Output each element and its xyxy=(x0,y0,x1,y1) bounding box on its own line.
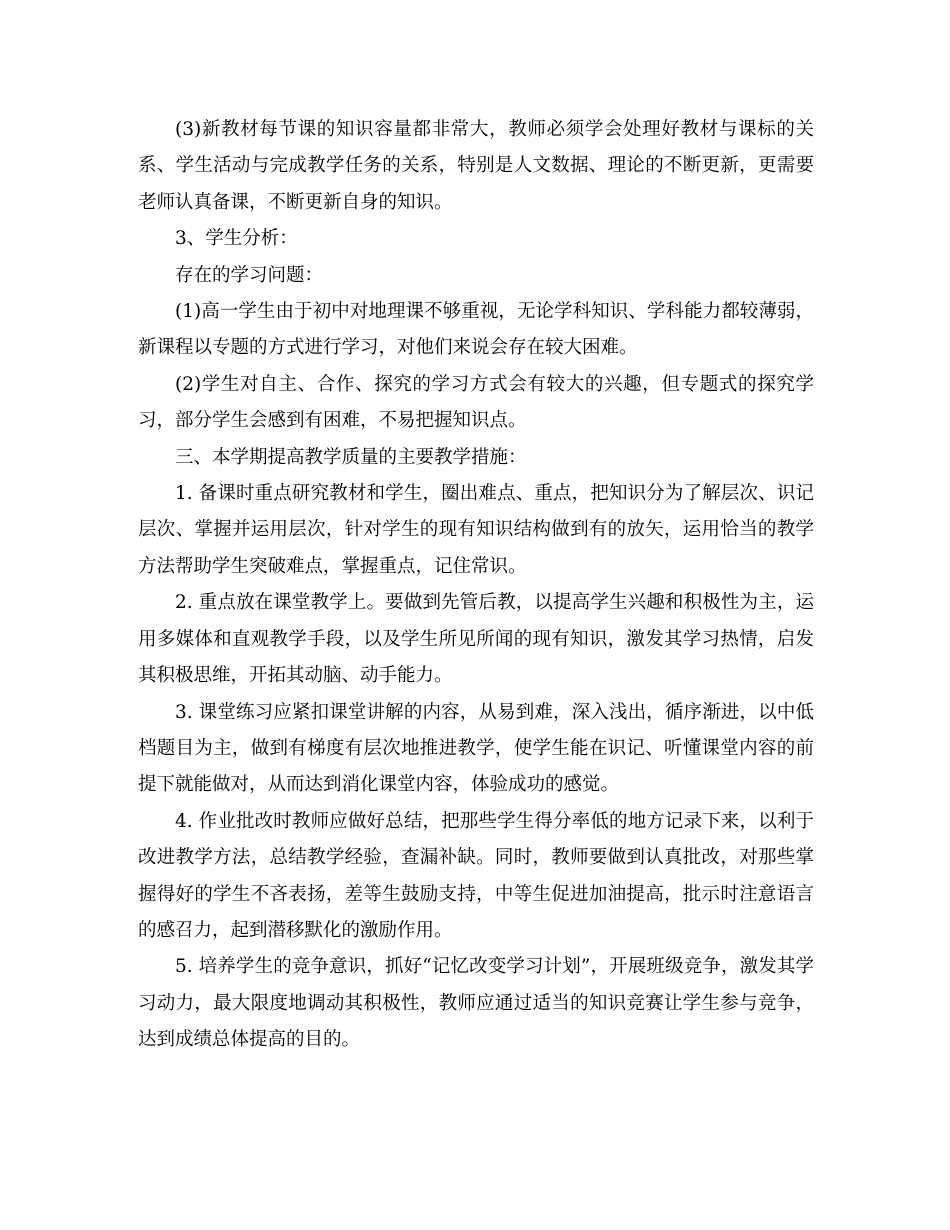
paragraph-measure-2: 2. 重点放在课堂教学上。要做到先管后教，以提高学生兴趣和积极性为主，运用多媒体和直观教学手段，以及学生所见所闻的现有知识，激发其学习热情，启发其积极思维，开拓其动脑、动手能力。 xyxy=(138,592,814,687)
heading-learning-problems: 存在的学习问题： xyxy=(175,264,324,286)
paragraph-problem-2: (2)学生对自主、合作、探究的学习方式会有较大的兴趣，但专题式的探究学习，部分学生会感到有困难，不易把握知识点。 xyxy=(138,373,814,432)
paragraph-problem-1: (1)高一学生由于初中对地理课不够重视，无论学科知识、学科能力都较薄弱，新课程以专题的方式进行学习，对他们来说会存在较大困难。 xyxy=(138,301,814,359)
paragraph-measure-1: 1. 备课时重点研究教材和学生，圈出难点、重点，把知识分为了解层次、识记层次、掌握并运用层次，针对学生的现有知识结构做到有的放矢，运用恰当的教学方法帮助学生突破难点，掌握重点，记住常识。 xyxy=(138,483,814,577)
heading-teaching-measures: 三、本学期提高教学质量的主要教学措施： xyxy=(175,446,527,468)
heading-student-analysis: 3、学生分析： xyxy=(175,228,298,250)
paragraph-measure-4: 4. 作业批改时教师应做好总结，把那些学生得分率低的地方记录下来，以利于改进教学方法，总结教学经验，查漏补缺。同时，教师要做到认真批改，对那些掌握得好的学生不吝表扬，差等生鼓励支持，中等生促进加油提高，批示时注意语言的感召力，起到潜移默化的激励作用。 xyxy=(138,810,814,941)
document-body xyxy=(138,112,814,1059)
paragraph-teaching-material-capacity: (3)新教材每节课的知识容量都非常大，教师必须学会处理好教材与课标的关系、学生活动与完成教学任务的关系，特别是人文数据、理论的不断更新，更需要老师认真备课，不断更新自身的知识。 xyxy=(138,119,814,213)
paragraph-measure-5: 5. 培养学生的竞争意识，抓好“记忆改变学习计划”，开展班级竞争，激发其学习动力，最大限度地调动其积极性，教师应通过适当的知识竞赛让学生参与竞争，达到成绩总体提高的目的。 xyxy=(138,956,814,1051)
paragraph-measure-3: 3. 课堂练习应紧扣课堂讲解的内容，从易到难，深入浅出，循序渐进，以中低档题目为主，做到有梯度有层次地推进教学，使学生能在识记、听懂课堂内容的前提下就能做对，从而达到消化课堂内容，体验成功的感觉。 xyxy=(138,701,814,796)
